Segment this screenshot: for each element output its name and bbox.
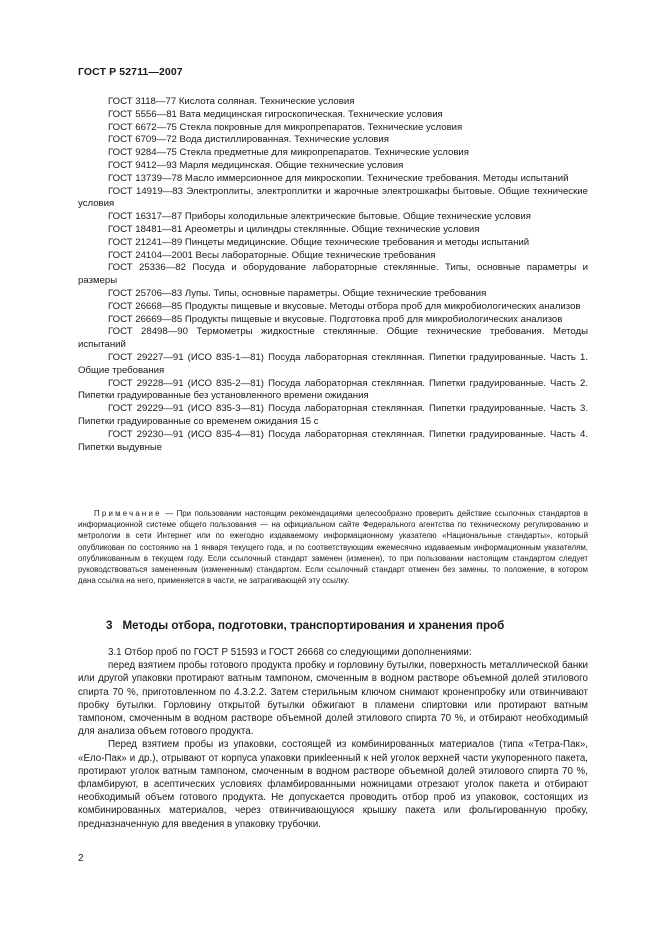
reference-item: ГОСТ 6709—72 Вода дистиллированная. Технические условия bbox=[108, 134, 389, 146]
reference-item: ГОСТ 28498—90 Термометры жидкостные стеклянные. Общие технические требования. Методы испытаний bbox=[78, 326, 588, 351]
section-body bbox=[78, 646, 588, 831]
reference-item: ГОСТ 5556—81 Вата медицинская гигроскопическая. Технические условия bbox=[108, 108, 443, 120]
reference-item: ГОСТ 26669—85 Продукты пищевые и вкусовые. Подготовка проб для микробиологических анализов bbox=[108, 313, 563, 325]
reference-item: ГОСТ 29227—91 (ИСО 835-1—81) Посуда лабораторная стеклянная. Пипетки градуированные. Часть 1. Общие требования bbox=[78, 351, 588, 376]
reference-item: ГОСТ 29229—91 (ИСО 835-3—81) Посуда лабораторная стеклянная. Пипетки градуированные. Часть 3. Пипетки градуированные со временем ожидания 15 с bbox=[78, 403, 588, 427]
reference-item: ГОСТ 9412—93 Марля медицинская. Общие технические условия bbox=[108, 159, 404, 171]
normative-references-list bbox=[78, 96, 588, 454]
reference-item: ГОСТ 16317—87 Приборы холодильные электрические бытовые. Общие технические условия bbox=[108, 211, 531, 223]
body-paragraph: Перед взятием пробы из упаковки, состоящей из комбинированных материалов (типа «Тетра-Пак», «Ело-Пак» и др.), отрывают от корпуса упаковки прикleенный к ней уголок верхней части укупоренного пакета, протирают уголок ватным тампоном, смоченным в водном растворе объемной долей этилового спирта 70 %, фламбируют, в асептических условиях фламбированными ножницами отрезают уголок пакета и отбирают необходимый объем готового продукта. Не допускается проводить отбор проб из упаковок, состоящих из комбинированных материалов, через отвинчивающуюся крышку пакета или фольгированную пробку, предназначенную для введения в упаковку трубочки. bbox=[78, 739, 588, 830]
reference-item: ГОСТ 18481—81 Ареометры и цилиндры стеклянные. Общие технические условия bbox=[108, 223, 480, 235]
body-paragraph: 3.1 Отбор проб по ГОСТ Р 51593 и ГОСТ 26668 со следующими дополнениями: bbox=[108, 647, 472, 658]
reference-item: ГОСТ 24104—2001 Весы лабораторные. Общие технические требования bbox=[108, 249, 436, 261]
document-header: ГОСТ Р 52711—2007 bbox=[78, 66, 183, 78]
note-text: — При пользовании настоящим рекомендациями целесообразно проверить действие ссылочных стандартов в информационной системе общего пользования — на официальном сайте Федерального агентства по техническому регулированию и метрологии в сети Интернет или по ежегодно издаваемому информационному указателю «Национальные стандарты», который опубликован по состоянию на 1 января текущего года, и по соответствующим ежемесячно издаваемым информационным указателям, опубликованным в текущем году. Если ссылочный стандарт заменен (изменен), то при пользовании настоящим стандартом следует руководствоваться замененным (измененным) стандартом. Если ссылочный стандарт отменен без замены, то положение, в котором дана ссылка на него, применяется в части, не затрагивающей эту ссылку. bbox=[78, 509, 588, 586]
reference-item: ГОСТ 26668—85 Продукты пищевые и вкусовые. Методы отбора проб для микробиологических анализов bbox=[108, 300, 581, 312]
reference-item: ГОСТ 29228—91 (ИСО 835-2—81) Посуда лабораторная стеклянная. Пипетки градуированные. Часть 2. Пипетки градуированные без установленного времени ожидания bbox=[78, 377, 588, 402]
body-paragraph: перед взятием пробы готового продукта пробку и горловину бутылки, поверхность металлической банки или другой упаковки протирают ватным тампоном, смоченным в водном растворе объемной долей этилового спирта 70 %, приготовленном по 4.3.2.2. Затем стерильным ключом снимают кроненпробку или отвинчивают пробку бутылки. Горловину открытой бутылки обжигают в пламени спиртовки или протирают ватным тампоном, смоченным в водном растворе объемной долей этилового спирта 70 %, и отбирают необходимый для анализа объем готового продукта. bbox=[78, 660, 588, 738]
reference-item: ГОСТ 9284—75 Стекла предметные для микропрепаратов. Технические условия bbox=[108, 147, 469, 159]
reference-item: ГОСТ 29230—91 (ИСО 835-4—81) Посуда лабораторная стеклянная. Пипетки градуированные. Часть 4. Пипетки выдувные bbox=[78, 428, 588, 453]
note-paragraph bbox=[78, 508, 588, 586]
reference-item: ГОСТ 6672—75 Стекла покровные для микропрепаратов. Технические условия bbox=[108, 121, 463, 133]
reference-item: ГОСТ 14919—83 Электроплиты, электроплитки и жарочные электрошкафы бытовые. Общие технические условия bbox=[78, 185, 588, 210]
reference-item: ГОСТ 13739—78 Масло иммерсионное для микроскопии. Технические требования. Методы испытаний bbox=[108, 172, 569, 184]
reference-item: ГОСТ 25706—83 Лупы. Типы, основные параметры. Общие технические требования bbox=[108, 287, 487, 299]
note-label: Примечание bbox=[94, 509, 162, 518]
section-heading bbox=[106, 619, 504, 632]
reference-item: ГОСТ 21241—89 Пинцеты медицинские. Общие технические требования и методы испытаний bbox=[108, 236, 530, 248]
page-number: 2 bbox=[78, 853, 84, 864]
section-title-text: Методы отбора, подготовки, транспортирования и хранения проб bbox=[122, 619, 505, 632]
reference-item: ГОСТ 3118—77 Кислота соляная. Технические условия bbox=[108, 96, 355, 107]
section-number: 3 bbox=[106, 619, 113, 632]
reference-item: ГОСТ 25336—82 Посуда и оборудование лабораторные стеклянные. Типы, основные параметры и размеры bbox=[78, 262, 588, 287]
